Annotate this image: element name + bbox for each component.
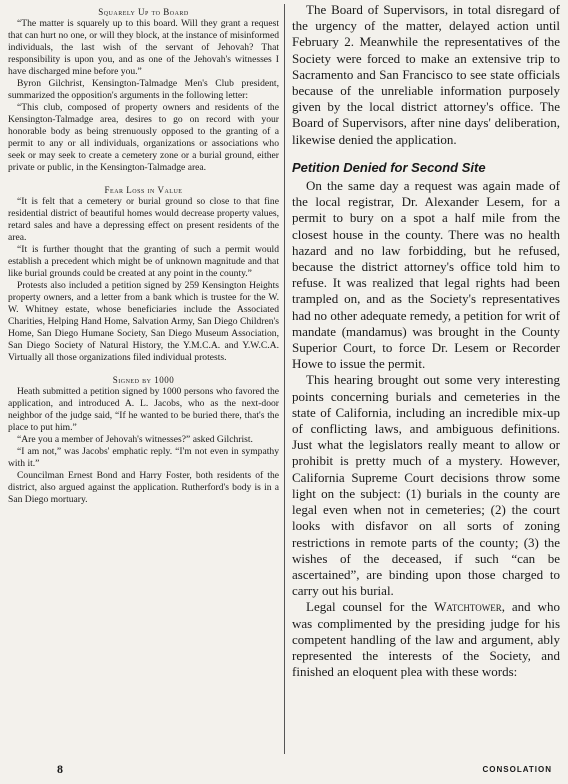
- running-title: CONSOLATION: [482, 765, 552, 774]
- watchtower-name: Watchtower: [434, 599, 502, 615]
- paragraph: This hearing brought out some very interesting points concerning burials and cemeteries in the state of California, including an incredible mix-up of conflicting laws, and ambiguous definitions. Just what the legislators really meant to allow or prohibit is pretty much of a mystery. However, California Supreme Court decisions throw some light on the subject: (1) burials in the county are legal even when not in cemeteries; (2) the court looks with disfavor on all sorts of zoning restrictions in remote parts of the county; (3) the wishes of the deceased, if such “can be ascertained”, are binding upon those charged to carry out his burial.: [292, 372, 560, 599]
- paragraph: Councilman Ernest Bond and Harry Foster, both residents of the district, also argued against the application. Rutherford's body is in a San Diego mortuary.: [8, 470, 279, 505]
- paragraph: The Board of Supervisors, in total disregard of the urgency of the matter, delayed action until February 2. Meanwhile the representatives of the Society were forced to make an extensive trip to Sacramento and San Francisco to see state officials because of the unreliable information purposely given by the local district attorney's office. The Board of Supervisors, after nine days' deliberation, likewise denied the application.: [292, 2, 560, 147]
- left-column: [8, 6, 279, 750]
- right-column: [292, 2, 560, 754]
- paragraph: [292, 599, 560, 680]
- paragraph: “It is felt that a cemetery or burial ground so close to that fine residential district of beautiful homes would decrease property values, retard sales and have a depressing effect on present residents of the area.: [8, 196, 279, 243]
- page-number: 8: [57, 762, 63, 776]
- paragraph-text: , and who was complimented by the presiding judge for his competent handling of the law and argument, ably represented the interests of the Society, and finished an eloquent plea with these words:: [292, 599, 560, 680]
- paragraph: “Are you a member of Jehovah's witnesses?” asked Gilchrist.: [17, 434, 253, 445]
- paragraph: Byron Gilchrist, Kensington-Talmadge Men's Club president, summarized the opposition's arguments in the following letter:: [8, 78, 279, 101]
- paragraph: “The matter is squarely up to this board. Will they grant a request that can hurt no one, or will they block, at the instance of misinformed individuals, the last wish of the servant of Jehovah? That responsibility is upon you, and as one of the Jehovah's witnesses I have discharged mine before you.”: [8, 18, 279, 77]
- paragraph: “I am not,” was Jacobs' emphatic reply. “I'm not even in sympathy with it.”: [8, 446, 279, 469]
- paragraph: On the same day a request was again made of the local registrar, Dr. Alexander Lesem, for a permit to bury on a spot a half mile from the closest house in the county. There was no health hazard and no law forbidding, but he refused, because the district attorney's office told him to refuse. It was realized that legal rights had been trampled on, and as the Society's representatives had no other adequate remedy, a petition for writ of mandate (mandamus) was brought in the County Superior Court, to force Dr. Lesem or Recorder Howe to issue the permit.: [292, 178, 560, 372]
- column-divider: [284, 4, 285, 754]
- paragraph-text: Legal counsel for the: [306, 599, 435, 615]
- section-heading-fear-loss: Fear Loss in Value: [104, 185, 183, 195]
- section-heading-signed-by-1000: Signed by 1000: [112, 375, 175, 385]
- paragraph: Protests also included a petition signed by 259 Kensington Heights property owners, and a letter from a bank which is trustee for the W. W. Whitney estate, whose beneficiaries include the Associated Charities, Helping Hand Home, Salvation Army, San Diego Children's Home, San Diego Humane Society, San Diego Museum Association, San Diego Society of Natural History, the Y.M.C.A. and Y.W.C.A. Virtually all those organizations filed individual protests.: [8, 280, 279, 363]
- section-heading-squarely-up: Squarely Up to Board: [98, 7, 189, 17]
- paragraph: Heath submitted a petition signed by 1000 persons who favored the application, and introduced A. L. Jacobs, who as the next-door neighbor of the judge said, “If he wanted to be buried there, that's the place to put him.”: [8, 386, 279, 433]
- paragraph: “It is further thought that the granting of such a permit would establish a precedent which might be of unknown magnitude and that like burial grounds could be created at any point in the county.”: [8, 244, 279, 279]
- paragraph: “This club, composed of property owners and residents of the Kensington-Talmadge area, desires to go on record with your honorable body as being strenuously opposed to the granting of a permit to any or all individuals, organizations or associations who seek or may seek to create a cemetery zone or a burial ground, either private or public, in the Kensington-Talmadge area.: [8, 102, 279, 173]
- section-heading-petition-denied: Petition Denied for Second Site: [292, 159, 486, 175]
